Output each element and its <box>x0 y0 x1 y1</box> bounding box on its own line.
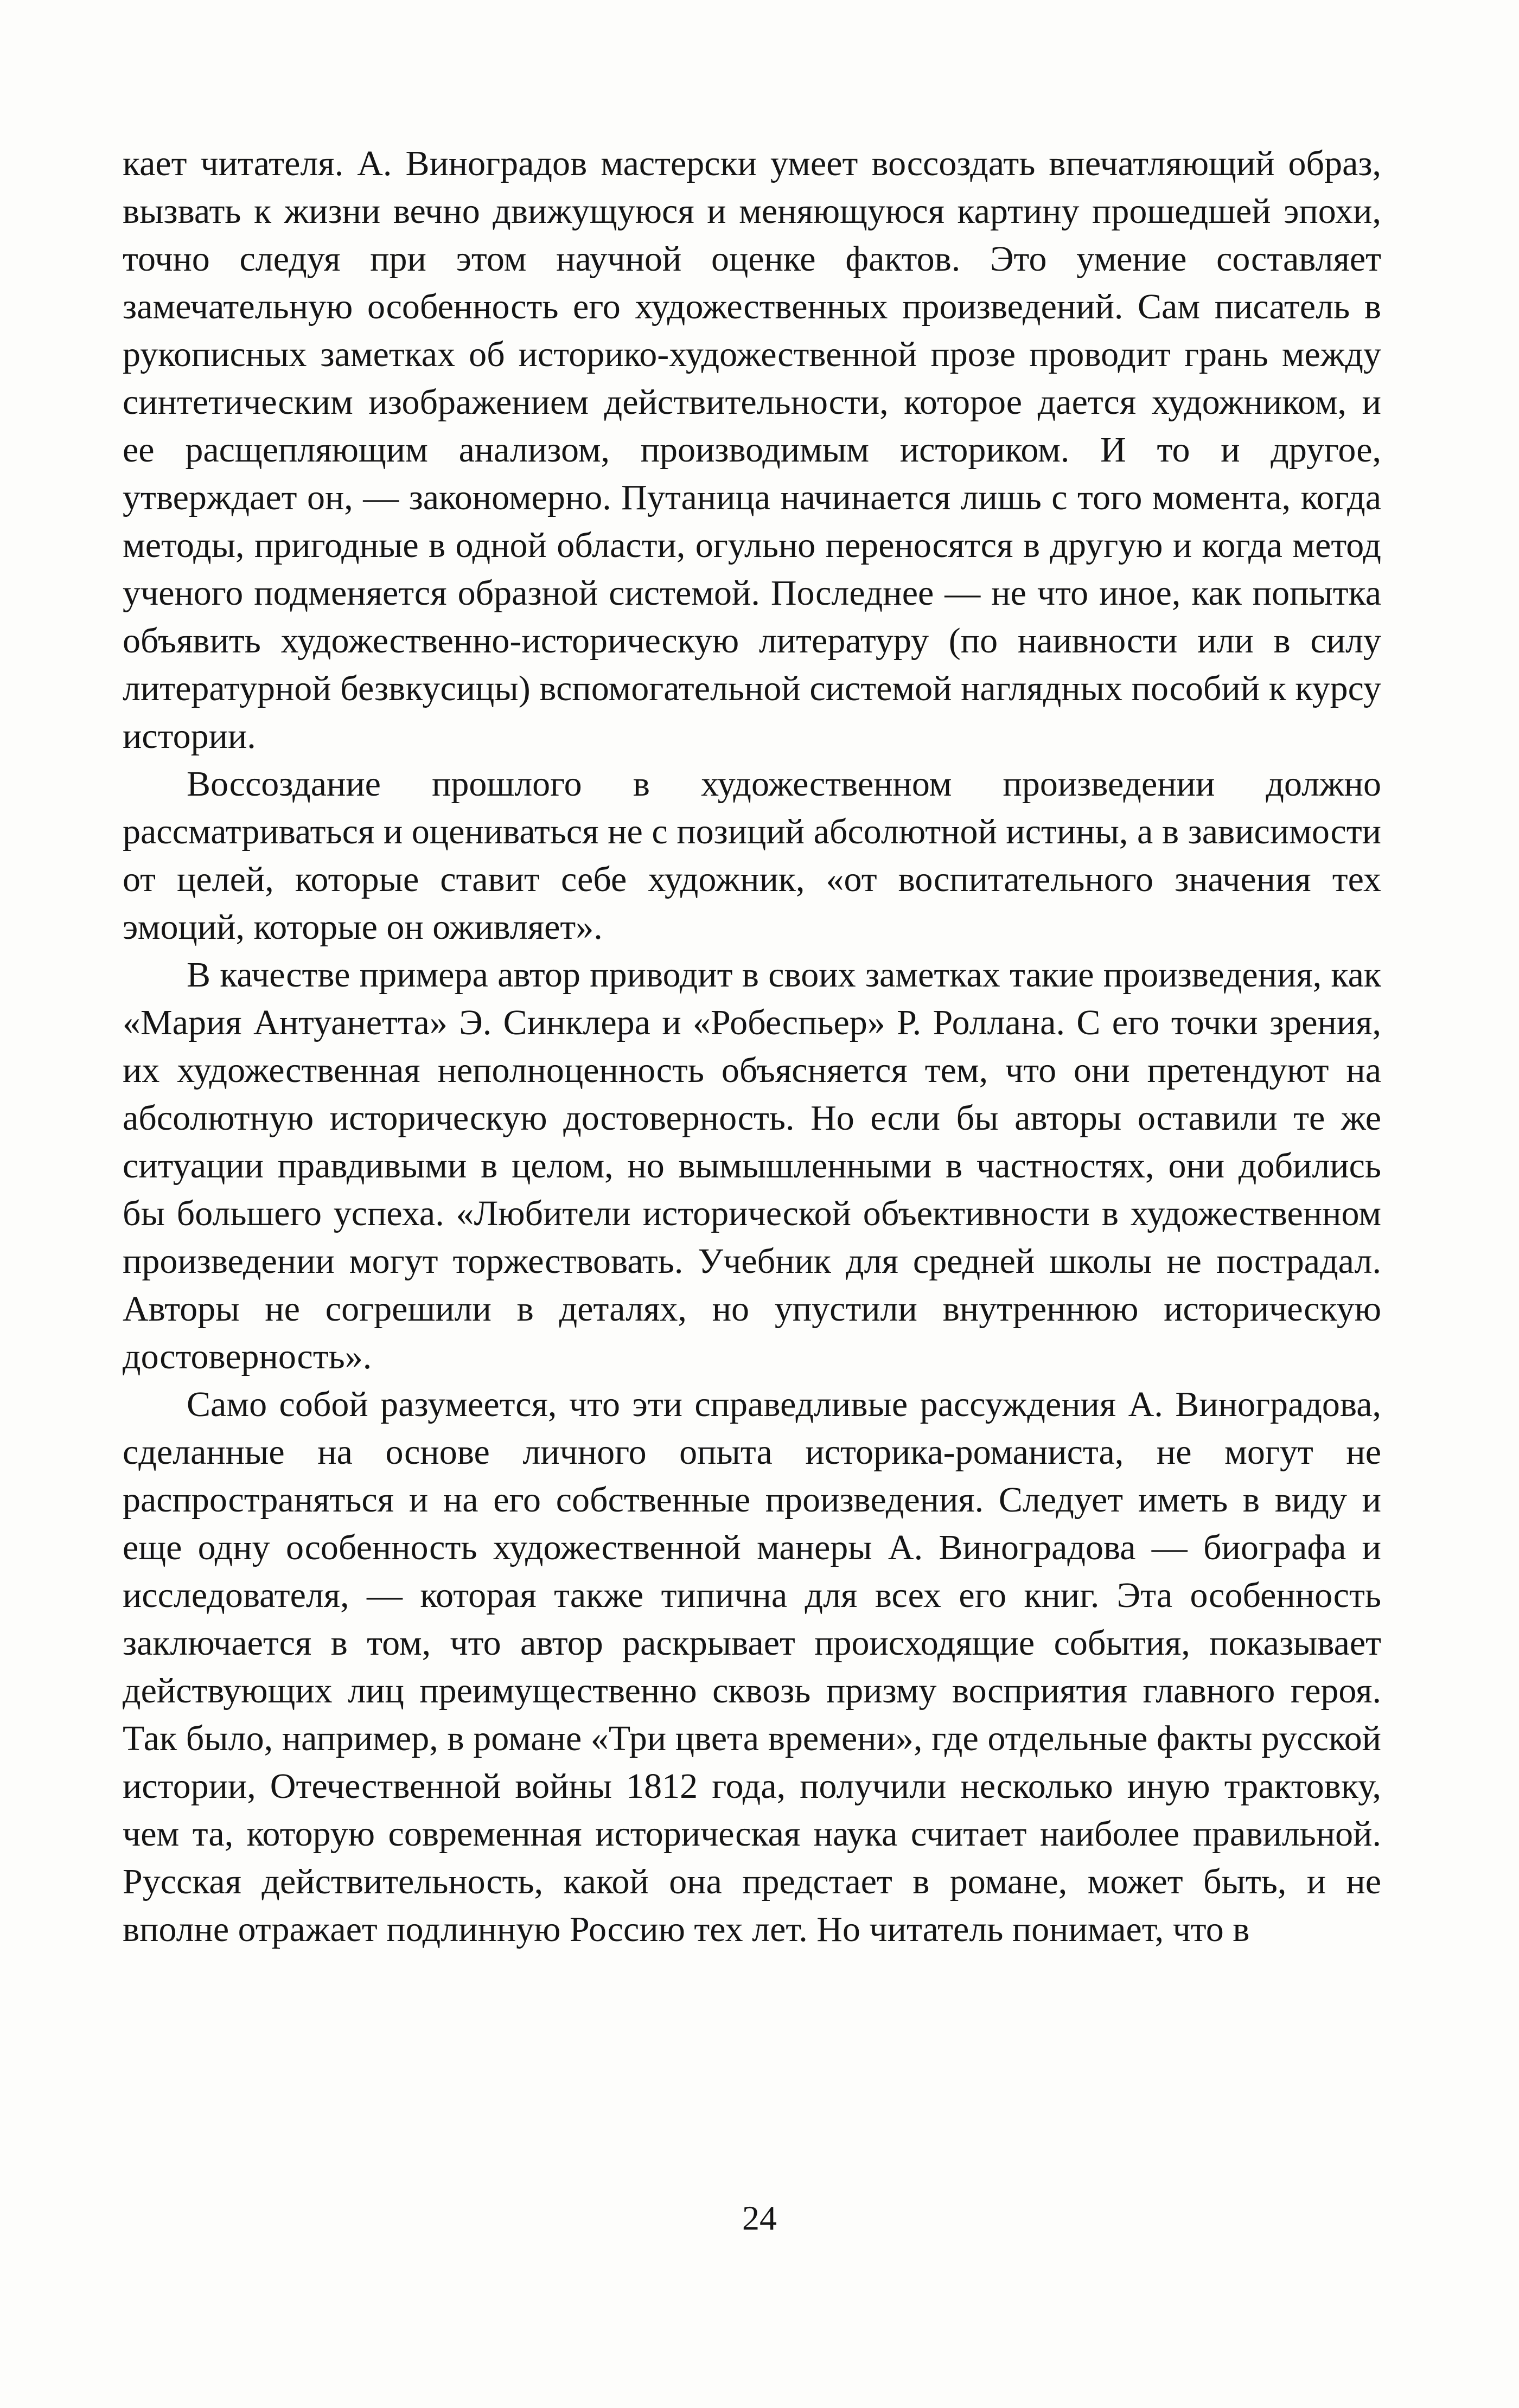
paragraph-artistic-manner: Само собой разумеется, что эти справедливые рассуждения А. Виноградова, сделанные на основе личного опыта историка-романиста, не могут не распространяться и на его собственные произведения. Следует иметь в виду и еще одну особенность художественной манеры А. Виноградова — биографа и исследователя, — которая также типична для всех его книг. Эта особенность заключается в том, что автор раскрывает происходящие события, показывает действующих лиц преимущественно сквозь призму восприятия главного героя. Так было, например, в романе «Три цвета времени», где отдельные факты русской истории, Отечественной войны 1812 года, получили несколько иную трактовку, чем та, которую современная историческая наука считает наиболее правильной. Русская действительность, какой она предстает в романе, может быть, и не вполне отражает подлинную Россию тех лет. Но читатель понимает, что в <box>123 1385 1381 1949</box>
paragraph-continuation: кает читателя. А. Виноградов мастерски умеет воссоздать впечатляющий образ, вызвать к жизни вечно движущуюся и меняющуюся картину прошедшей эпохи, точно следуя при этом научной оценке фактов. Это умение составляет замечательную особенность его художественных произведений. Сам писатель в рукописных заметках об историко-художественной прозе проводит грань между синтетическим изображением действительности, которое дается художником, и ее расщепляющим анализом, производимым историком. И то и другое, утверждает он, — закономерно. Путаница начинается лишь с того момента, когда методы, пригодные в одной области, огульно переносятся в другую и когда метод ученого подменяется образной системой. Последнее — не что иное, как попытка объявить художественно-историческую литературу (по наивности или в силу литературной безвкусицы) вспомогательной системой наглядных пособий к курсу истории. <box>123 144 1381 756</box>
paragraph-examples: В качестве примера автор приводит в своих заметках такие произведения, как «Мария Антуанетта» Э. Синклера и «Робеспьер» Р. Роллана. С его точки зрения, их художественная неполноценность объясняется тем, что они претендуют на абсолютную историческую достоверность. Но если бы авторы оставили те же ситуации правдивыми в целом, но вымышленными в частностях, они добились бы большего успеха. «Любители исторической объективности в художественном произведении могут торжествовать. Учебник для средней школы не пострадал. Авторы не согрешили в деталях, но упустили внутреннюю историческую достоверность». <box>123 955 1381 1376</box>
body-text <box>123 140 1381 1954</box>
page-number: 24 <box>742 2199 777 2237</box>
paragraph-recreation-of-past: Воссоздание прошлого в художественном произведении должно рассматриваться и оцениваться не с позиций абсолютной истины, а в зависимости от целей, которые ставит себе художник, «от воспитательного значения тех эмоций, которые он оживляет». <box>123 764 1381 947</box>
